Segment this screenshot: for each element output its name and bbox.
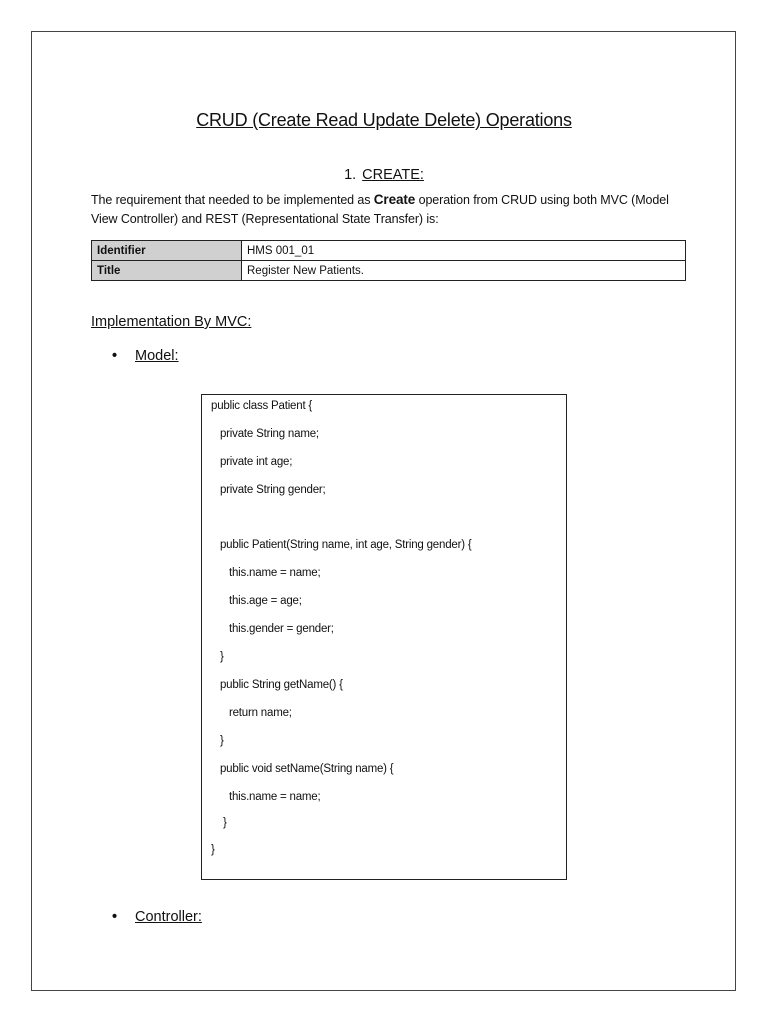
bullet-controller [112, 909, 202, 925]
code-line: this.name = name; [211, 567, 321, 579]
code-line: this.age = age; [211, 595, 302, 607]
code-line: private String name; [211, 428, 319, 440]
table-value-cell: HMS 001_01 [242, 241, 686, 261]
code-line: return name; [211, 707, 292, 719]
intro-paragraph [91, 190, 681, 229]
code-line: this.name = name; [211, 791, 321, 803]
code-block [201, 394, 567, 880]
bullet-dot-icon: • [112, 909, 118, 925]
code-line: } [211, 844, 215, 856]
section-label: CREATE: [362, 167, 424, 183]
intro-text-before: The requirement that needed to be implemented as [91, 193, 374, 207]
document-title: CRUD (Create Read Update Delete) Operations [196, 110, 572, 130]
requirement-table [91, 240, 686, 281]
section-number: 1. [344, 167, 357, 183]
bullet-dot-icon: • [112, 348, 118, 364]
code-line: this.gender = gender; [211, 623, 334, 635]
code-line: } [211, 817, 227, 829]
section-heading [0, 167, 768, 183]
intro-bold-keyword: Create [373, 192, 416, 207]
bullet-model-label: Model: [135, 348, 179, 364]
code-line: } [211, 735, 224, 747]
table-row [92, 261, 686, 281]
table-key-cell: Title [92, 261, 242, 281]
code-line: } [211, 651, 224, 663]
code-line: public Patient(String name, int age, String gender) { [211, 539, 472, 551]
bullet-controller-label: Controller: [135, 909, 202, 925]
code-line: private int age; [211, 456, 293, 468]
bullet-model [112, 348, 179, 364]
implementation-heading: Implementation By MVC: [91, 314, 252, 330]
table-row [92, 241, 686, 261]
table-value-cell: Register New Patients. [242, 261, 686, 281]
code-line: public void setName(String name) { [211, 763, 394, 775]
code-line: public String getName() { [211, 679, 343, 691]
code-line: public class Patient { [211, 400, 313, 412]
table-key-cell: Identifier [92, 241, 242, 261]
code-line: private String gender; [211, 484, 326, 496]
intro-text-after: operation from CRUD using both MVC (Model View Controller) and REST (Representational State Transfer) is: [91, 193, 669, 226]
